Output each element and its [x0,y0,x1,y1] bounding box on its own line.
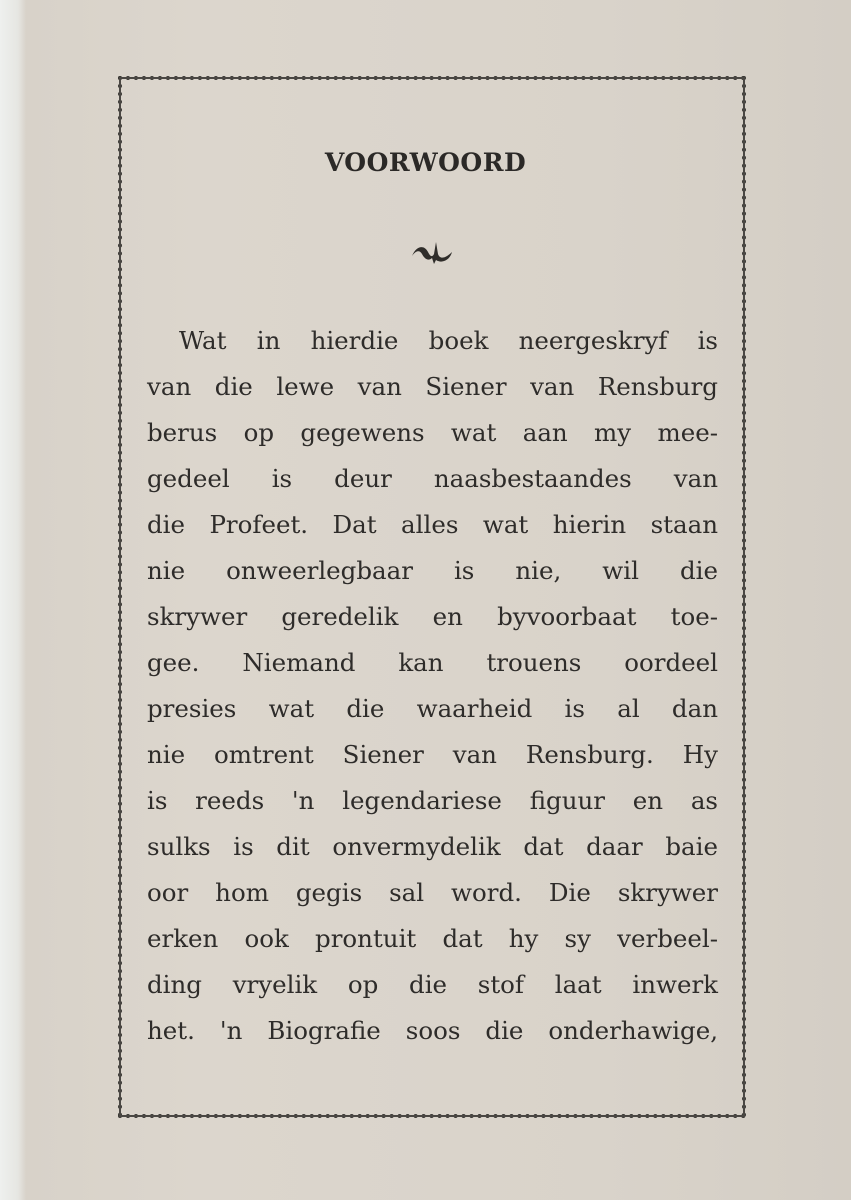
text-line: die Profeet. Dat alles wat hierin staan [147,510,718,539]
text-line: gee. Niemand kan trouens oordeel [147,648,718,677]
text-line: skrywer geredelik en byvoorbaat toe- [147,602,718,631]
text-line: nie onweerlegbaar is nie, wil die [147,556,718,585]
preface-text [147,318,718,1054]
text-line: erken ook prontuit dat hy sy verbeel- [147,924,718,953]
text-line: gedeel is deur naasbestaandes van [147,464,718,493]
text-line: ding vryelik op die stof laat inwerk [147,970,718,999]
text-line: nie omtrent Siener van Rensburg. Hy [147,740,718,769]
text-line: presies wat die waarheid is al dan [147,694,718,723]
text-line: sulks is dit onvermydelik dat daar baie [147,832,718,861]
fleuron-ornament-icon [410,236,454,266]
text-line: berus op gegewens wat aan my mee- [147,418,718,447]
page-heading: VOORWOORD [324,148,527,177]
text-line: oor hom gegis sal word. Die skrywer [147,878,718,907]
text-line: het. 'n Biografie soos die onderhawige, [147,1016,718,1045]
text-line: van die lewe van Siener van Rensburg [147,372,718,401]
text-line: is reeds 'n legendariese figuur en as [147,786,718,815]
text-line: Wat in hierdie boek neergeskryf is [179,326,718,355]
